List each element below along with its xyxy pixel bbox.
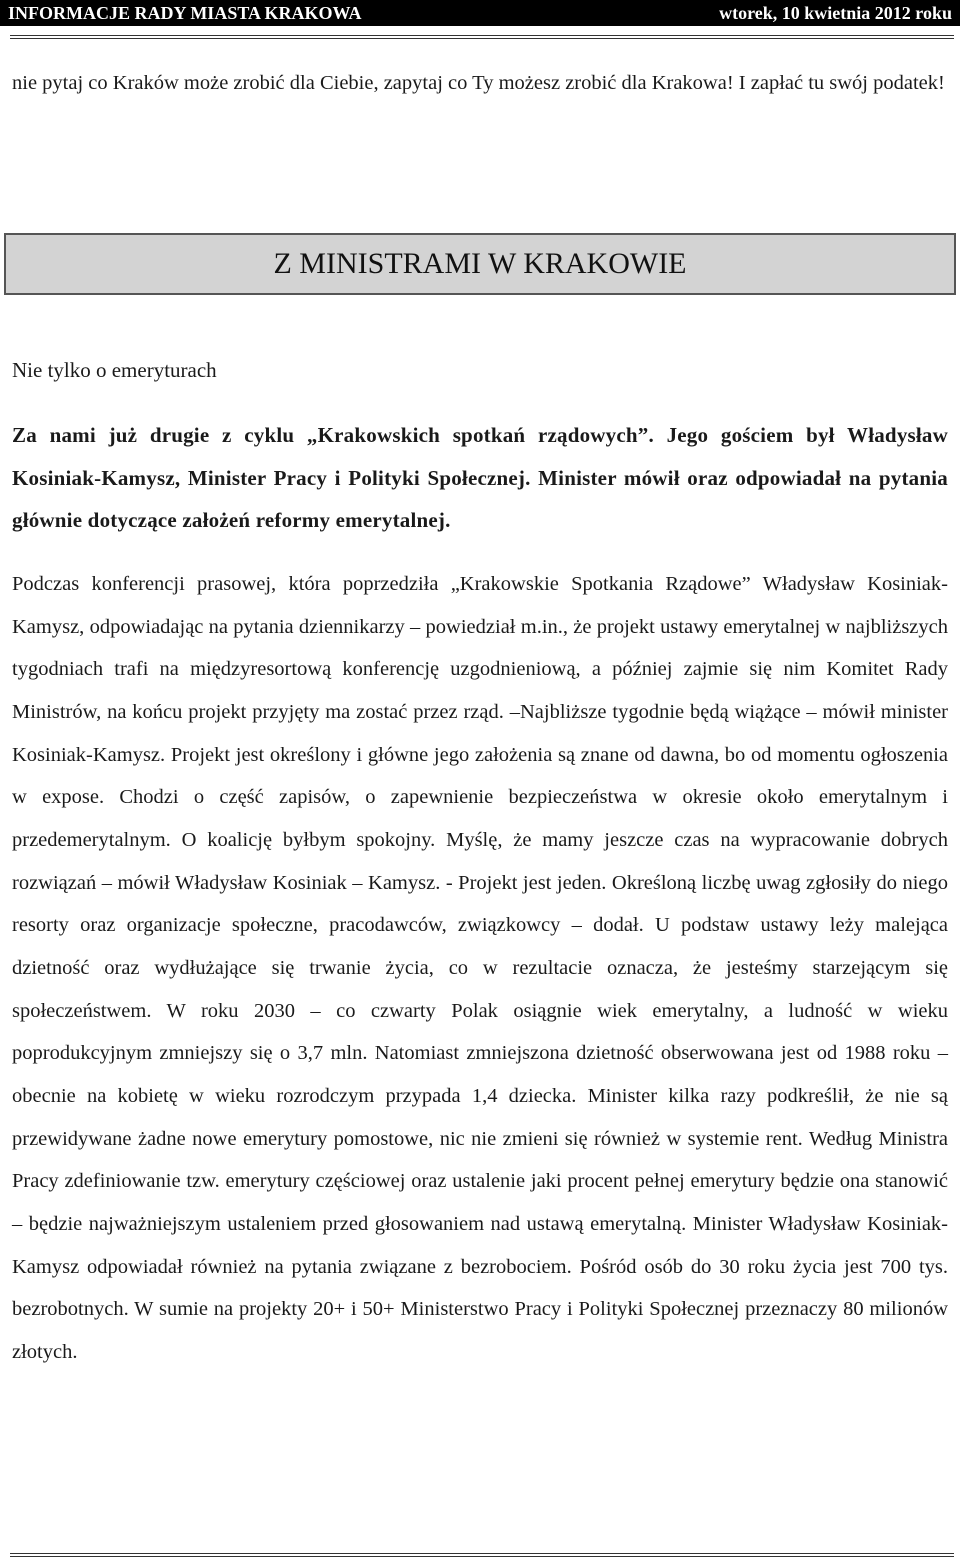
article-body: Podczas konferencji prasowej, która poprzedziła „Krakowskie Spotkania Rządowe” Władysław Kosiniak-Kamysz, odpowiadając na pytania dziennikarzy – powiedział m.in., że projekt ustawy emerytalnej w najbliższych tygodniach trafi na międzyresortową konferencję uzgodnieniową, a później zajmie się nim Komitet Rady Ministrów, na końcu projekt przyjęty ma zostać przez rząd. –Najbliższe tygodnie będą wiążące – mówił minister Kosiniak-Kamysz. Projekt jest określony i główne jego założenia są znane od dawna, bo od momentu ogłoszenia w expose. Chodzi o część zapisów, o zapewnienie bezpieczeństwa w okresie około emerytalnym i przedemerytalnym. O koalicję byłbym spokojny. Myślę, że mamy jeszcze czas na wypracowanie dobrych rozwiązań – mówił Władysław Kosiniak – Kamysz. - Projekt jest jeden. Określoną liczbę uwag zgłosiły do niego resorty oraz organizacje społeczne, pracodawców, związkowcy – dodał. U podstaw ustawy leży malejąca dzietność oraz wydłużające się trwanie życia, co w rezultacie oznacza, że jesteśmy starzejącym się społeczeństwem. W roku 2030 – co czwarty Polak osiągnie wiek emerytalny, a ludność w wieku poprodukcyjnym zmniejszy się o 3,7 mln. Natomiast zmniejszona dzietność obserwowana jest od 1988 roku – obecnie na kobietę w wieku rozrodczym przypada 1,4 dziecka. Minister kilka razy podkreślił, że nie są przewidywane żadne nowe emerytury pomostowe, nic nie zmieni się również w systemie rent. Według Ministra Pracy zdefiniowanie tzw. emerytury częściowej oraz ustalenie jaki procent pełnej emerytury będzie ona stanowić – będzie najważniejszym ustaleniem przed głosowaniem nad ustawą emerytalną. Minister Władysław Kosiniak-Kamysz odpowiadał również na pytania związane z bezrobociem. Pośród osób do 30 roku życia jest 700 tys. bezrobotnych. W sumie na projekty 20+ i 50+ Ministerstwo Pracy i Polityki Społecznej przeznaczy 80 milionów złotych. xyxy=(12,573,948,1363)
header-divider xyxy=(10,35,954,39)
intro-paragraph: nie pytaj co Kraków może zrobić dla Ciebie, zapytaj co Ty możesz zrobić dla Krakowa! I zapłać tu swój podatek! xyxy=(12,72,945,94)
footer-divider xyxy=(10,1553,954,1557)
section-heading: Z MINISTRAMI W KRAKOWIE xyxy=(4,233,956,295)
header-publication-title: INFORMACJE RADY MIASTA KRAKOWA xyxy=(8,3,362,23)
article-lead: Za nami już drugie z cyklu „Krakowskich spotkań rządowych”. Jego gościem był Władysław Kosiniak-Kamysz, Minister Pracy i Polityki Społecznej. Minister mówił oraz odpowiadał na pytania głównie dotyczące założeń reformy emerytalnej. xyxy=(12,423,948,532)
page-header xyxy=(0,0,960,26)
article-subtitle: Nie tylko o emeryturach xyxy=(12,358,217,382)
header-date: wtorek, 10 kwietnia 2012 roku xyxy=(719,3,952,23)
